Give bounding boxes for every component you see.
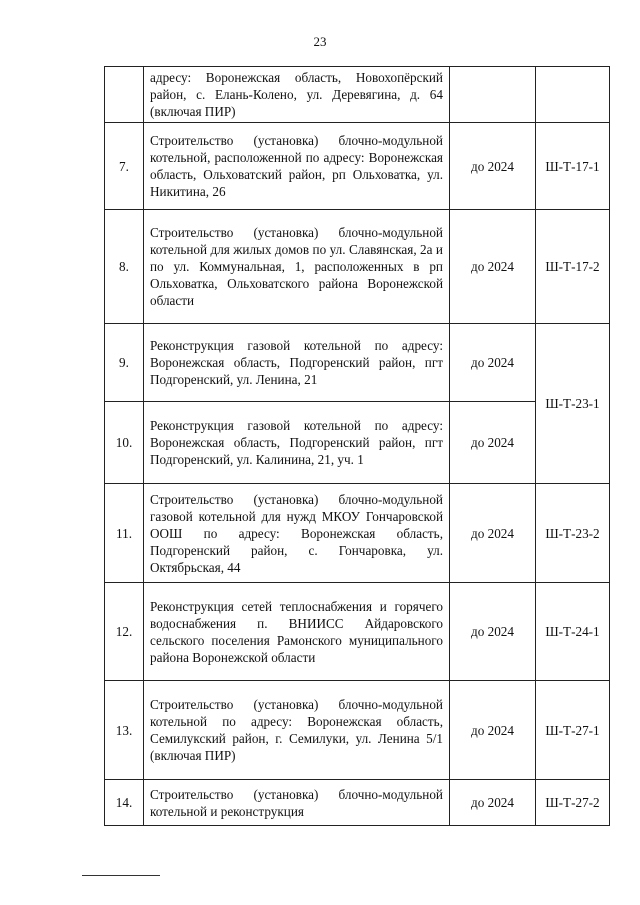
table-row bbox=[105, 402, 610, 484]
row-term: до 2024 bbox=[450, 484, 536, 583]
row-code: Ш-Т-27-2 bbox=[536, 780, 610, 826]
table-row bbox=[105, 324, 610, 402]
row-code bbox=[536, 67, 610, 123]
row-number: 9. bbox=[105, 324, 144, 402]
row-term: до 2024 bbox=[450, 780, 536, 826]
table-row bbox=[105, 67, 610, 123]
page-number: 23 bbox=[313, 34, 327, 49]
row-term: до 2024 bbox=[450, 402, 536, 484]
row-description: Строительство (установка) блочно-модульной котельной и реконструкция bbox=[144, 780, 450, 826]
projects-table bbox=[104, 66, 610, 826]
footnote-separator bbox=[82, 875, 160, 876]
table-row bbox=[105, 210, 610, 324]
row-description: Строительство (установка) блочно-модульной котельной по адресу: Воронежская область, Семилукский район, г. Семилуки, ул. Ленина 5/1 (включая ПИР) bbox=[144, 681, 450, 780]
table-row bbox=[105, 681, 610, 780]
row-number: 13. bbox=[105, 681, 144, 780]
row-term: до 2024 bbox=[450, 681, 536, 780]
row-number: 10. bbox=[105, 402, 144, 484]
row-description: Реконструкция газовой котельной по адресу: Воронежская область, Подгоренский район, пгт Подгоренский, ул. Ленина, 21 bbox=[144, 324, 450, 402]
row-number: 14. bbox=[105, 780, 144, 826]
row-term: до 2024 bbox=[450, 123, 536, 210]
row-term: до 2024 bbox=[450, 210, 536, 324]
row-description: Строительство (установка) блочно-модульной газовой котельной для нужд МКОУ Гончаровской ООШ по адресу: Воронежская область, Подгоренский район, с. Гончаровка, ул. Октябрьская, 44 bbox=[144, 484, 450, 583]
row-description: Реконструкция сетей теплоснабжения и горячего водоснабжения п. ВНИИСС Айдаровского сельского поселения Рамонского муниципального района Воронежской области bbox=[144, 583, 450, 681]
row-number: 7. bbox=[105, 123, 144, 210]
row-code: Ш-Т-27-1 bbox=[536, 681, 610, 780]
row-number: 8. bbox=[105, 210, 144, 324]
table-row bbox=[105, 123, 610, 210]
row-code: Ш-Т-17-2 bbox=[536, 210, 610, 324]
row-number bbox=[105, 67, 144, 123]
row-description: Реконструкция газовой котельной по адресу: Воронежская область, Подгоренский район, пгт Подгоренский, ул. Калинина, 21, уч. 1 bbox=[144, 402, 450, 484]
row-code: Ш-Т-24-1 bbox=[536, 583, 610, 681]
table-row bbox=[105, 583, 610, 681]
row-code: Ш-Т-23-2 bbox=[536, 484, 610, 583]
row-description: адресу: Воронежская область, Новохопёрский район, с. Елань-Колено, ул. Деревягина, д. 64 (включая ПИР) bbox=[144, 67, 450, 123]
row-term: до 2024 bbox=[450, 324, 536, 402]
table-row bbox=[105, 484, 610, 583]
table-row bbox=[105, 780, 610, 826]
row-code: Ш-Т-23-1 bbox=[536, 324, 610, 484]
row-description: Строительство (установка) блочно-модульной котельной, расположенной по адресу: Воронежская область, Ольховатский район, рп Ольховатка, ул. Никитина, 26 bbox=[144, 123, 450, 210]
row-term bbox=[450, 67, 536, 123]
row-code: Ш-Т-17-1 bbox=[536, 123, 610, 210]
row-term: до 2024 bbox=[450, 583, 536, 681]
row-number: 12. bbox=[105, 583, 144, 681]
row-description: Строительство (установка) блочно-модульной котельной для жилых домов по ул. Славянская, 2а и по ул. Коммунальная, 1, расположенных в рп Ольховатка, Ольховатского района Воронежской области bbox=[144, 210, 450, 324]
row-number: 11. bbox=[105, 484, 144, 583]
